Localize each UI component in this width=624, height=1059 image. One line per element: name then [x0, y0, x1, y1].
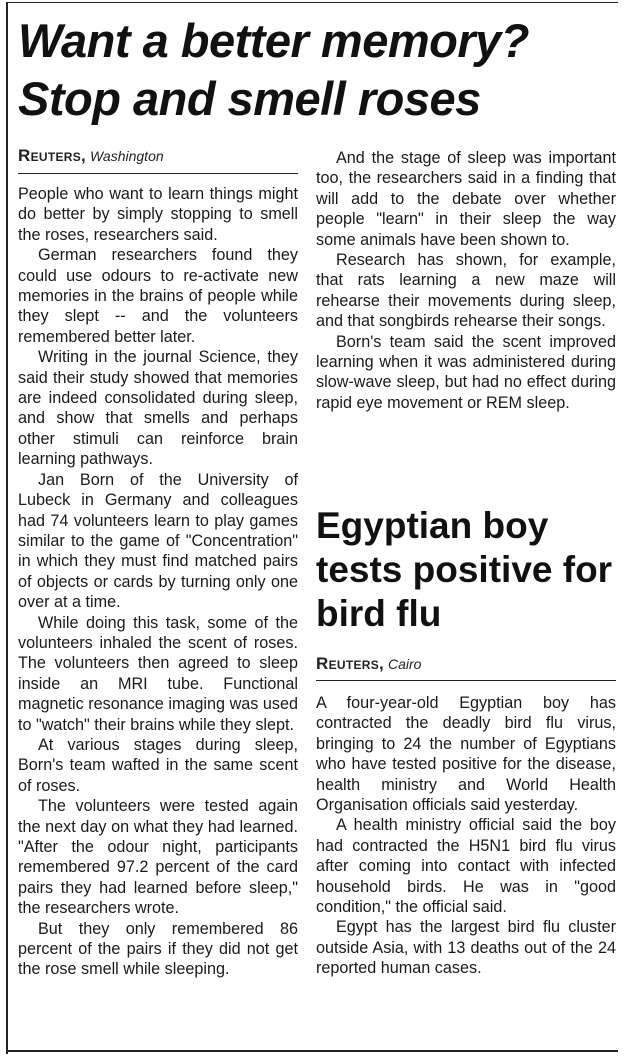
article1-paragraph: But they only remembered 86 percent of the pairs if they did not get the rose smell while sleeping. [18, 919, 298, 979]
article1-paragraph: People who want to learn things might do better by simply stopping to smell the roses, researchers said. [18, 185, 298, 244]
bottom-rule [6, 1050, 618, 1052]
article2-byline [316, 655, 421, 673]
article1-byline-rule [18, 173, 298, 174]
article2-paragraph: A health ministry official said the boy had contracted the H5N1 bird flu virus after coming into contact with infected household birds. He was in "good condition," the official said. [316, 816, 616, 917]
article2-headline: Egyptian boy tests positive for bird flu [316, 505, 613, 634]
article2-byline-rule [316, 680, 616, 681]
article2-agency: Reuters, [316, 654, 385, 673]
left-column-rule [6, 2, 8, 1054]
article2-dateline: Cairo [387, 656, 422, 672]
article1-headline: Want a better memory? Stop and smell roses [18, 14, 529, 125]
article1-paragraph: While doing this task, some of the volunteers inhaled the scent of roses. The volunteers then agreed to sleep inside an MRI tube. Functional magnetic resonance imaging was used to "watch" their brains while they slept. [18, 613, 298, 734]
article1-dateline: Washington [89, 148, 164, 164]
article1-paragraph: Jan Born of the University of Lubeck in Germany and colleagues had 74 volunteers learn to play games similar to the game of "Concentration" in which they must find matched pairs of objects or cards by turning only one over at a time. [18, 470, 298, 612]
top-rule [6, 2, 618, 3]
article1-agency: Reuters, [18, 146, 87, 165]
article2-paragraph: A four-year-old Egyptian boy has contracted the deadly bird flu virus, bringing to 24 the number of Egyptians who have tested positive for the disease, health ministry and World Health Organisation officials said yesterday. [316, 694, 616, 815]
article1-column-left [18, 184, 298, 980]
article1-paragraph: The volunteers were tested again the next day on what they had learned. "After the odour night, participants remembered 97.2 percent of the card pairs they had learned before sleep," the researchers wrote. [18, 797, 298, 918]
article2-column [316, 693, 616, 979]
article1-paragraph: And the stage of sleep was important too, the researchers said in a finding that will add to the debate over whether people "learn" in their sleep the way some animals have been shown to. [316, 149, 616, 249]
article1-paragraph: At various stages during sleep, Born's team wafted in the same scent of roses. [18, 735, 298, 795]
article2-paragraph: Egypt has the largest bird flu cluster outside Asia, with 13 deaths out of the 24 reported human cases. [316, 918, 616, 978]
article1-paragraph: Born's team said the scent improved learning when it was administered during slow-wave sleep, but had no effect during rapid eye movement or REM sleep. [316, 332, 616, 412]
article1-paragraph: Writing in the journal Science, they said their study showed that memories are indeed consolidated during sleep, and show that smells and perhaps other stimuli can reinforce brain learning pathways. [18, 348, 298, 469]
article1-column-right [316, 148, 616, 413]
article1-paragraph: Research has shown, for example, that rats learning a new maze will rehearse their movements during sleep, and that songbirds rehearse their songs. [316, 251, 616, 331]
article1-paragraph: German researchers found they could use odours to re-activate new memories in the brains of people while they slept -- and the volunteers remembered better later. [18, 246, 298, 346]
article1-byline [18, 147, 164, 165]
